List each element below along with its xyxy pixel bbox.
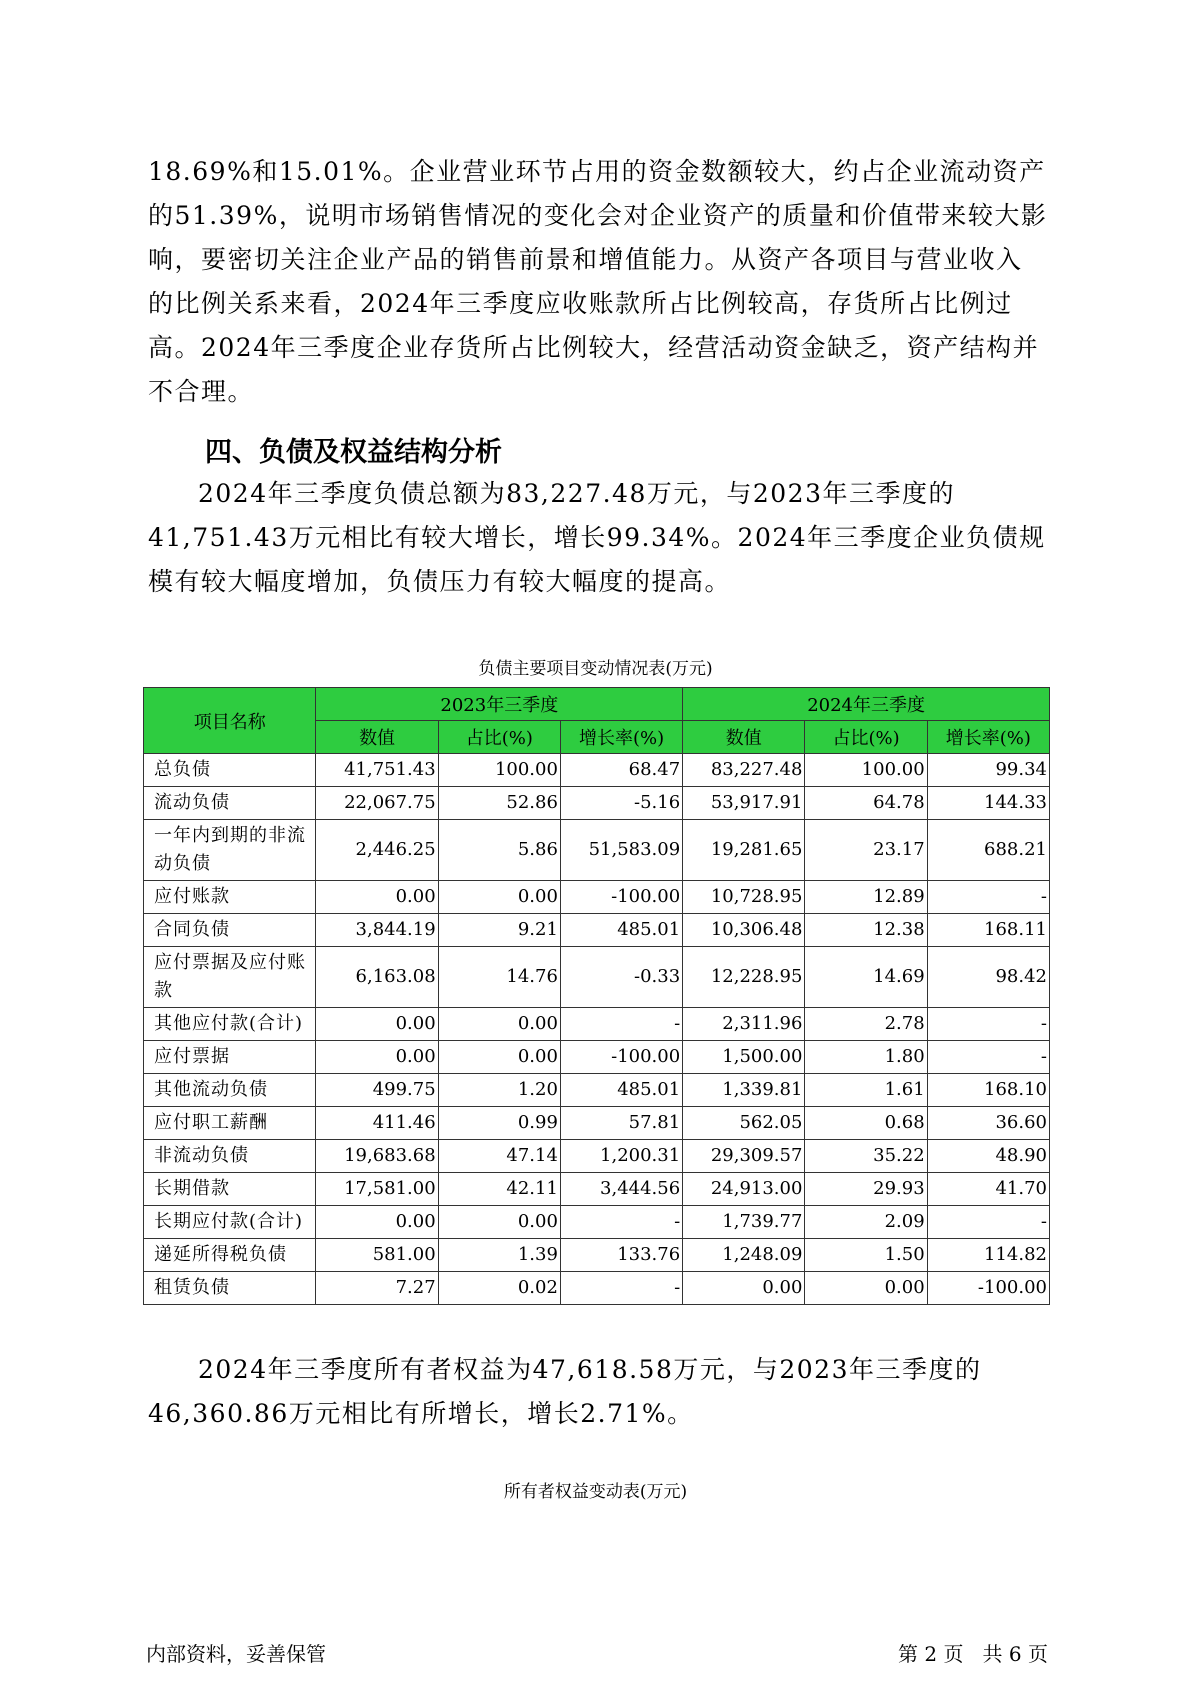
table-row [144,1206,1050,1239]
share-2023-cell: 1.20 [438,1074,560,1107]
value-2024-cell: 83,227.48 [683,754,805,787]
growth-2024-cell: 688.21 [927,820,1049,881]
growth-2024-cell: 144.33 [927,787,1049,820]
item-name-cell: 递延所得税负债 [144,1239,316,1272]
growth-2023-cell: 1,200.31 [560,1140,682,1173]
share-2023-cell: 0.02 [438,1272,560,1305]
item-name-cell: 流动负债 [144,787,316,820]
value-2023-cell: 6,163.08 [316,947,438,1008]
growth-2024-cell: 168.11 [927,914,1049,947]
value-2024-cell: 53,917.91 [683,787,805,820]
growth-2023-cell: 485.01 [560,914,682,947]
value-2024-cell: 19,281.65 [683,820,805,881]
growth-2023-cell: 485.01 [560,1074,682,1107]
item-name-cell: 其他流动负债 [144,1074,316,1107]
value-2024-cell: 1,739.77 [683,1206,805,1239]
share-2023-cell: 9.21 [438,914,560,947]
growth-2024-cell: - [927,1008,1049,1041]
value-2024-cell: 24,913.00 [683,1173,805,1206]
value-2024-cell: 12,228.95 [683,947,805,1008]
value-2023-cell: 0.00 [316,1041,438,1074]
item-name-cell: 应付票据及应付账款 [144,947,316,1008]
header-share-2023: 占比(%) [438,721,560,754]
item-name-cell: 长期应付款(合计) [144,1206,316,1239]
header-period-2023: 2023年三季度 [316,688,683,721]
header-growth-2024: 增长率(%) [927,721,1049,754]
growth-2023-cell: -0.33 [560,947,682,1008]
value-2023-cell: 41,751.43 [316,754,438,787]
growth-2024-cell: 41.70 [927,1173,1049,1206]
header-value-2024: 数值 [683,721,805,754]
share-2023-cell: 47.14 [438,1140,560,1173]
growth-2024-cell: 98.42 [927,947,1049,1008]
growth-2023-cell: 133.76 [560,1239,682,1272]
growth-2024-cell: 168.10 [927,1074,1049,1107]
table-row [144,754,1050,787]
share-2024-cell: 0.68 [805,1107,927,1140]
share-2024-cell: 35.22 [805,1140,927,1173]
item-name-cell: 长期借款 [144,1173,316,1206]
footer-page-number: 第 2 页 共 6 页 [898,1642,1048,1666]
growth-2024-cell: 36.60 [927,1107,1049,1140]
growth-2024-cell: - [927,881,1049,914]
share-2023-cell: 1.39 [438,1239,560,1272]
value-2024-cell: 562.05 [683,1107,805,1140]
header-item-name: 项目名称 [144,688,316,754]
growth-2024-cell: 48.90 [927,1140,1049,1173]
value-2024-cell: 1,248.09 [683,1239,805,1272]
growth-2023-cell: 68.47 [560,754,682,787]
value-2024-cell: 29,309.57 [683,1140,805,1173]
header-value-2023: 数值 [316,721,438,754]
item-name-cell: 总负债 [144,754,316,787]
growth-2023-cell: - [560,1206,682,1239]
item-name-cell: 应付账款 [144,881,316,914]
share-2024-cell: 2.78 [805,1008,927,1041]
table-row [144,1074,1050,1107]
table-caption-liabilities: 负债主要项目变动情况表(万元) [478,659,713,679]
share-2024-cell: 1.80 [805,1041,927,1074]
table-row [144,947,1050,1008]
table-row [144,1272,1050,1305]
value-2024-cell: 10,728.95 [683,881,805,914]
share-2024-cell: 23.17 [805,820,927,881]
table-row [144,820,1050,881]
paragraph-equity: 2024年三季度所有者权益为47,618.58万元，与2023年三季度的46,360.86万元相比有所增长，增长2.71%。 [148,1355,982,1428]
table-row [144,1173,1050,1206]
growth-2023-cell: - [560,1008,682,1041]
share-2024-cell: 64.78 [805,787,927,820]
liabilities-table-body [144,754,1050,1305]
share-2024-cell: 100.00 [805,754,927,787]
value-2023-cell: 0.00 [316,1206,438,1239]
share-2023-cell: 0.00 [438,1206,560,1239]
growth-2023-cell: 3,444.56 [560,1173,682,1206]
growth-2024-cell: - [927,1041,1049,1074]
share-2024-cell: 12.89 [805,881,927,914]
share-2024-cell: 0.00 [805,1272,927,1305]
share-2024-cell: 14.69 [805,947,927,1008]
value-2023-cell: 0.00 [316,1008,438,1041]
share-2023-cell: 0.00 [438,881,560,914]
share-2024-cell: 12.38 [805,914,927,947]
value-2023-cell: 3,844.19 [316,914,438,947]
value-2024-cell: 2,311.96 [683,1008,805,1041]
value-2023-cell: 19,683.68 [316,1140,438,1173]
paragraph-asset-structure: 18.69%和15.01%。企业营业环节占用的资金数额较大，约占企业流动资产的51.39%，说明市场销售情况的变化会对企业资产的质量和价值带来较大影响，要密切关注企业产品的销售前景和增值能力。从资产各项目与营业收入的比例关系来看，2024年三季度应收账款所占比例较高，存货所占比例过高。2024年三季度企业存货所占比例较大，经营活动资金缺乏，资产结构并不合理。 [148,157,1048,406]
value-2023-cell: 17,581.00 [316,1173,438,1206]
value-2023-cell: 411.46 [316,1107,438,1140]
header-growth-2023: 增长率(%) [560,721,682,754]
header-share-2024: 占比(%) [805,721,927,754]
liabilities-table [143,687,1050,1305]
value-2024-cell: 0.00 [683,1272,805,1305]
share-2024-cell: 1.61 [805,1074,927,1107]
paragraph-liabilities: 2024年三季度负债总额为83,227.48万元，与2023年三季度的41,751.43万元相比有较大增长，增长99.34%。2024年三季度企业负债规模有较大幅度增加，负债压力有较大幅度的提高。 [148,479,1046,596]
share-2023-cell: 0.99 [438,1107,560,1140]
growth-2023-cell: 51,583.09 [560,820,682,881]
table-caption-equity: 所有者权益变动表(万元) [503,1482,688,1502]
value-2023-cell: 499.75 [316,1074,438,1107]
item-name-cell: 应付职工薪酬 [144,1107,316,1140]
item-name-cell: 租赁负债 [144,1272,316,1305]
table-row [144,1239,1050,1272]
value-2023-cell: 2,446.25 [316,820,438,881]
share-2023-cell: 52.86 [438,787,560,820]
value-2024-cell: 1,339.81 [683,1074,805,1107]
item-name-cell: 一年内到期的非流动负债 [144,820,316,881]
growth-2023-cell: -5.16 [560,787,682,820]
share-2024-cell: 29.93 [805,1173,927,1206]
value-2023-cell: 581.00 [316,1239,438,1272]
share-2023-cell: 100.00 [438,754,560,787]
growth-2023-cell: -100.00 [560,1041,682,1074]
growth-2023-cell: -100.00 [560,881,682,914]
value-2023-cell: 0.00 [316,881,438,914]
item-name-cell: 其他应付款(合计) [144,1008,316,1041]
value-2024-cell: 10,306.48 [683,914,805,947]
item-name-cell: 合同负债 [144,914,316,947]
footer-confidential-note: 内部资料，妥善保管 [146,1642,326,1666]
growth-2023-cell: 57.81 [560,1107,682,1140]
share-2023-cell: 42.11 [438,1173,560,1206]
section-heading: 四、负债及权益结构分析 [205,437,502,468]
growth-2024-cell: - [927,1206,1049,1239]
share-2023-cell: 0.00 [438,1041,560,1074]
value-2023-cell: 7.27 [316,1272,438,1305]
growth-2024-cell: 114.82 [927,1239,1049,1272]
table-row [144,1140,1050,1173]
table-row [144,1107,1050,1140]
value-2023-cell: 22,067.75 [316,787,438,820]
growth-2023-cell: - [560,1272,682,1305]
growth-2024-cell: -100.00 [927,1272,1049,1305]
item-name-cell: 应付票据 [144,1041,316,1074]
table-row [144,881,1050,914]
share-2023-cell: 5.86 [438,820,560,881]
share-2024-cell: 1.50 [805,1239,927,1272]
share-2023-cell: 0.00 [438,1008,560,1041]
share-2024-cell: 2.09 [805,1206,927,1239]
share-2023-cell: 14.76 [438,947,560,1008]
value-2024-cell: 1,500.00 [683,1041,805,1074]
growth-2024-cell: 99.34 [927,754,1049,787]
table-row [144,914,1050,947]
table-row [144,1041,1050,1074]
table-row [144,1008,1050,1041]
item-name-cell: 非流动负债 [144,1140,316,1173]
header-period-2024: 2024年三季度 [683,688,1050,721]
table-row [144,787,1050,820]
